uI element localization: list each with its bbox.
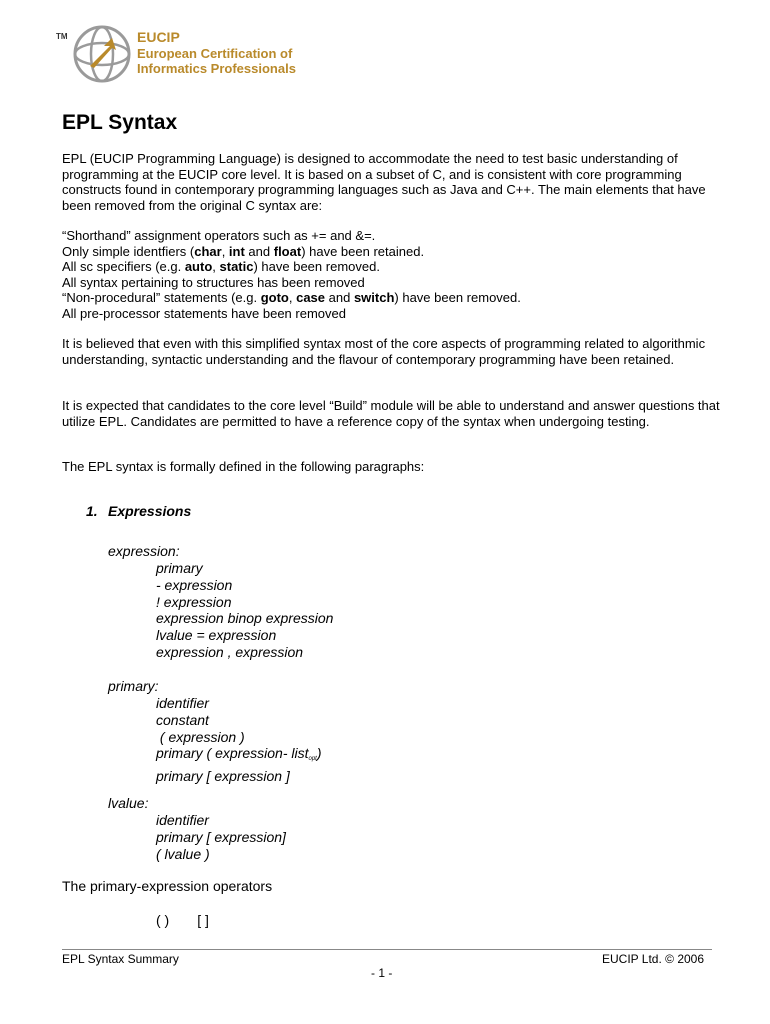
page-title: EPL Syntax xyxy=(62,111,178,134)
grammar-item: lvalue = expression xyxy=(156,627,277,644)
grammar-item: primary [ expression ] xyxy=(156,768,290,785)
footer-copyright: EUCIP Ltd. © 2006 xyxy=(602,952,705,966)
section-heading-expressions xyxy=(86,503,191,519)
page-number: - 1 - xyxy=(371,966,393,980)
operators-label: The primary-expression operators xyxy=(62,878,273,894)
eucip-globe-icon xyxy=(72,24,132,84)
logo-line-2: European Certification of xyxy=(137,45,293,61)
grammar-item: primary [ expression] xyxy=(156,828,286,845)
grammar-head-primary: primary: xyxy=(108,678,159,694)
grammar-item: primary ( expression- list$_{opt}$) xyxy=(156,745,322,763)
grammar-item: ( lvalue ) xyxy=(156,845,210,862)
grammar-item: expression , expression xyxy=(156,643,304,660)
logo-line-1: EUCIP xyxy=(137,29,180,45)
intro-paragraph: EPL (EUCIP Programming Language) is designed to accommodate the need to test basic understanding of programming at the EUCIP core level. It is based on a subset of C, and is consistent with core programming constructs found in contemporary programming languages such as Java and C++. The main elements that have been removed from the original C syntax are: xyxy=(62,151,706,213)
logo-line-3: Informatics Professionals xyxy=(137,61,296,76)
list-item: All sc specifiers (e.g. auto, static) have been removed. xyxy=(62,259,380,274)
grammar-item: constant xyxy=(156,711,209,728)
removed-elements-list xyxy=(62,228,722,321)
footer-divider xyxy=(62,949,712,950)
list-item: All pre-processor statements have been removed xyxy=(62,305,346,321)
grammar-item: identifier xyxy=(156,695,209,711)
grammar-items-primary xyxy=(156,695,322,785)
grammar-item: identifier xyxy=(156,812,209,828)
grammar-item: primary xyxy=(156,560,203,576)
list-item: “Non-procedural” statements (e.g. goto, case and switch) have been removed. xyxy=(62,290,521,305)
grammar-items-expression xyxy=(156,560,333,661)
grammar-head-lvalue: lvalue: xyxy=(108,795,149,811)
grammar-item: - expression xyxy=(156,576,233,593)
list-item: “Shorthand” assignment operators such as += and &=. xyxy=(62,228,376,243)
operators-list xyxy=(156,912,237,928)
operator-brackets: [ ] xyxy=(197,912,209,928)
grammar-items-lvalue xyxy=(156,812,286,862)
eucip-logo-text xyxy=(137,30,296,77)
expectation-paragraph: It is expected that candidates to the core level “Build” module will be able to understand and answer questions that utilize EPL. Candidates are permitted to have a reference copy of the syntax when undergoing testing. xyxy=(62,398,720,429)
definition-intro-paragraph: The EPL syntax is formally defined in the following paragraphs: xyxy=(62,459,425,474)
footer-doc-title: EPL Syntax Summary xyxy=(62,952,179,966)
operator-parentheses: ( ) xyxy=(156,912,170,928)
section-number: 1. xyxy=(86,503,98,519)
grammar-item: ! expression xyxy=(156,593,232,610)
grammar-item: expression binop expression xyxy=(156,610,334,627)
belief-paragraph: It is believed that even with this simplified syntax most of the core aspects of programming related to algorithmic understanding, syntactic understanding and the flavour of contemporary programming have been retained. xyxy=(62,336,706,367)
grammar-item: ( expression ) xyxy=(156,728,245,745)
trademark-mark: TM xyxy=(56,32,68,41)
grammar-head-expression: expression: xyxy=(108,543,180,559)
list-item: Only simple identfiers (char, int and float) have been retained. xyxy=(62,243,425,259)
section-title: Expressions xyxy=(108,503,192,519)
list-item: All syntax pertaining to structures has been removed xyxy=(62,274,365,290)
